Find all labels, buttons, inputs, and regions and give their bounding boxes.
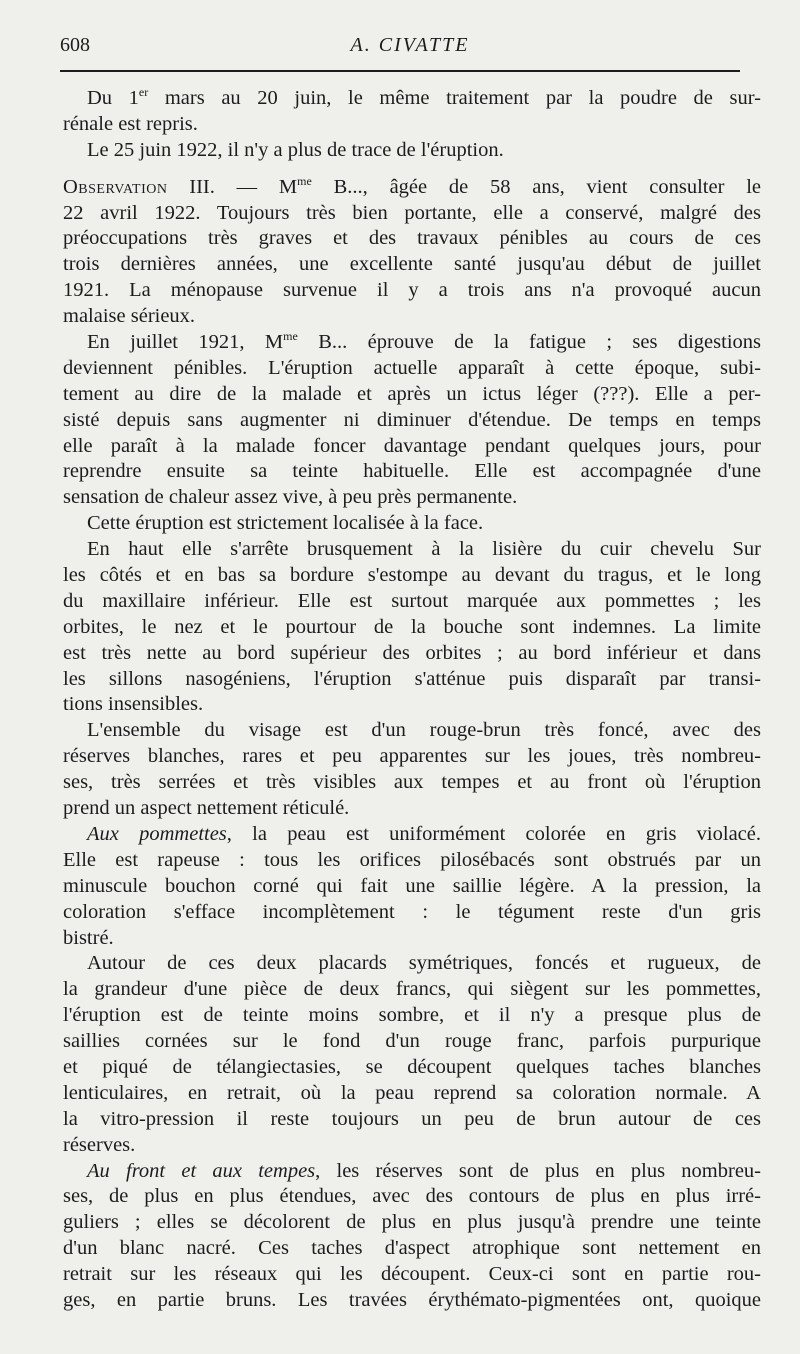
text-line: Du 1er mars au 20 juin, le même traitement par la poudre de sur- [87,85,761,109]
text-line: retrait sur les réseaux qui les découpent. Ceux-ci sont en partie rou- [63,1263,761,1286]
italic-heading: Aux pommettes [87,822,227,845]
text-line: rénale est repris. [63,112,198,135]
header-rule [60,70,740,72]
text-line: Le 25 juin 1922, il n'y a plus de trace de l'éruption. [87,138,504,161]
text-line: L'ensemble du visage est d'un rouge-brun très foncé, avec des [87,719,761,742]
text-line: Au front et aux tempes, les réserves sont de plus en plus nombreu- [87,1159,762,1182]
text-line: préoccupations très graves et des travaux pénibles au cours de ces [63,227,761,250]
text-line: ses, très serrées et très visibles aux tempes et au front où l'éruption [63,771,761,794]
text-line: les sillons nasogéniens, l'éruption s'atténue puis disparaît par transi- [63,667,761,690]
text-line: orbites, le nez et le pourtour de la bouche sont indemnes. La limite [63,615,761,638]
text-line: deviennent pénibles. L'éruption actuelle apparaît à cette époque, subi- [63,356,761,379]
page-number: 608 [60,34,90,56]
observation-label: Observation [63,175,168,198]
text-line: ges, en partie bruns. Les travées érythémato-pigmentées ont, quoique [63,1288,761,1311]
text-line: En haut elle s'arrête brusquement à la lisière du cuir chevelu Sur [87,538,761,561]
text-line: Cette éruption est strictement localisée à la face. [87,512,484,535]
text-line: l'éruption est de teinte moins sombre, et il n'y a presque plus de [63,1004,761,1027]
text-line: elle paraît à la malade foncer davantage pendant quelques jours, pour [63,434,761,457]
text-line: les côtés et en bas sa bordure s'estompe au devant du tragus, et le long [63,564,761,587]
italic-heading: Au front et aux tempes [87,1159,316,1182]
text-line: la grandeur d'une pièce de deux francs, qui siègent sur les pommettes, [63,978,761,1001]
text-line: prend un aspect nettement réticulé. [63,797,350,820]
text-line: tions insensibles. [63,693,204,716]
text-line: d'un blanc nacré. Ces taches d'aspect atrophique sont nettement en [63,1237,761,1260]
text-line: sisté depuis sans augmenter ni diminuer d'étendue. De temps en temps [63,408,761,431]
text-line: et piqué de télangiectasies, se découpent quelques taches blanches [63,1055,761,1078]
text-line: malaise sérieux. [63,305,196,328]
text-line: est très nette au bord supérieur des orbites ; au bord inférieur et dans [63,641,761,664]
text-line: trois dernières années, une excellente santé jusqu'au début de juillet [63,253,761,276]
text-line: Aux pommettes, la peau est uniformément colorée en gris violacé. [87,822,761,845]
page-header [60,34,760,60]
text-line: lenticulaires, en retrait, où la peau reprend sa coloration normale. A [63,1081,761,1104]
text-line: 22 avril 1922. Toujours très bien portante, elle a conservé, malgré des [63,201,761,224]
text-line: 1921. La ménopause survenue il y a trois ans n'a provoqué aucun [63,279,761,302]
running-title: A. CIVATTE [350,34,470,56]
observation-heading-line: Observation III. — $M^{me}$ B..., âgée de 58 ans, vient consulter le [63,173,761,198]
text-line: la vitro-pression il reste toujours un peu de brun autour de ces [63,1107,761,1130]
text-line: coloration s'efface incomplètement : le tégument reste d'un gris [63,900,761,923]
article-body [63,86,761,1314]
text-line: Autour de ces deux placards symétriques, foncés et rugueux, de [87,952,761,975]
text-line: réserves. [63,1133,136,1156]
text-line: En juillet 1921, $M^{me}$ B... éprouve de la fatigue ; ses digestions [87,329,761,354]
text-line: du maxillaire inférieur. Elle est surtout marquée aux pommettes ; les [63,589,761,612]
text-line: minuscule bouchon corné qui fait une saillie légère. A la pression, la [63,874,761,897]
text-line: guliers ; elles se décolorent de plus en plus jusqu'à prendre une teinte [63,1211,761,1234]
text-line: Elle est rapeuse : tous les orifices pilosébacés sont obstrués par un [63,848,761,871]
text-line: réserves blanches, rares et peu apparentes sur les joues, très nombreu- [63,745,761,768]
text-line: bistré. [63,926,114,949]
text-line: tement au dire de la malade et après un ictus léger (???). Elle a per- [63,382,761,405]
text-line: reprendre ensuite sa teinte habituelle. Elle est accompagnée d'une [63,460,761,483]
text-line: ses, de plus en plus étendues, avec des contours de plus en plus irré- [63,1185,761,1208]
text-line: sensation de chaleur assez vive, à peu près permanente. [63,486,518,509]
text-line: saillies cornées sur le fond d'un rouge franc, parfois purpurique [63,1030,761,1053]
